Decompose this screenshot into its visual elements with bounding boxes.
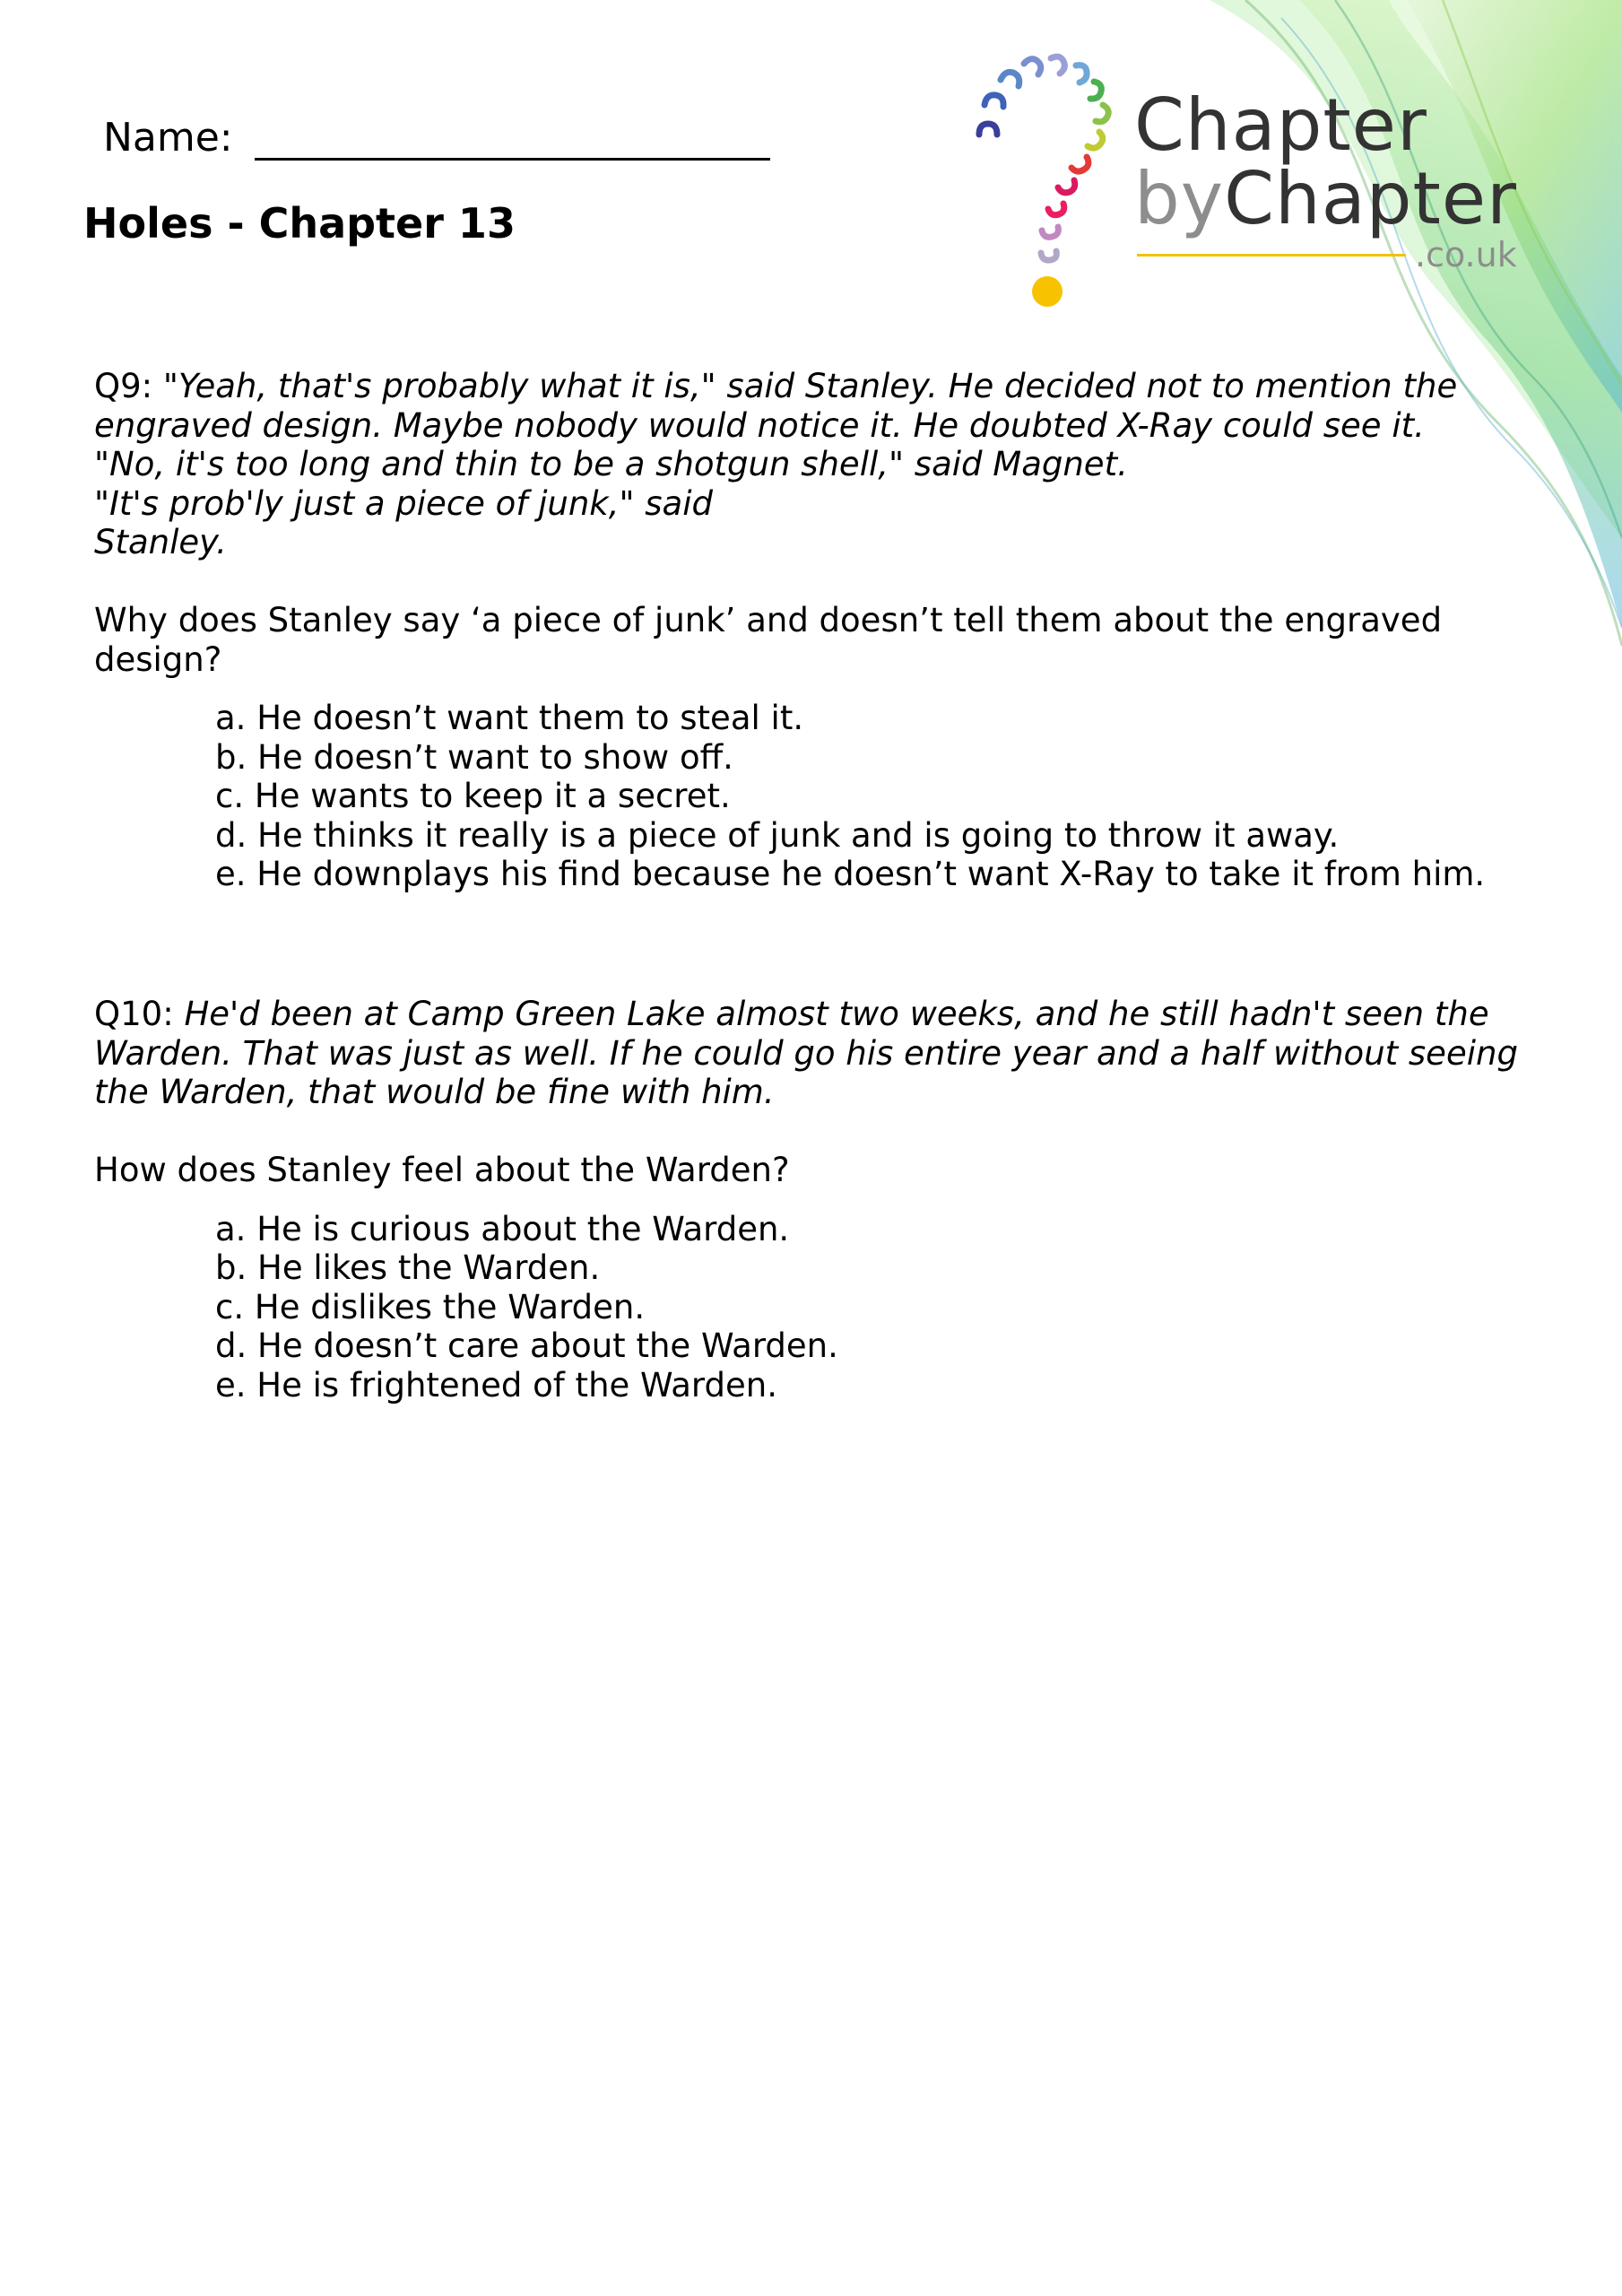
question-10 [94,995,1529,1405]
name-blank-line [255,117,770,161]
option-d: d. He doesn’t care about the Warden. [215,1326,838,1365]
question-9-label: Q9: [94,367,153,405]
option-c: c. He wants to keep it a secret. [215,777,731,815]
quote-line: "It's prob'ly just a piece of junk," said [94,483,713,523]
question-10-label: Q10: [94,995,174,1033]
option-a: a. He doesn’t want them to steal it. [215,699,804,737]
logo-domain: .co.uk [1415,235,1517,274]
prompt-line: Why does Stanley say ‘a piece of junk’ and doesn’t tell them about the engraved [94,601,1443,639]
option-d: d. He thinks it really is a piece of junk and is going to throw it away. [215,815,1340,855]
question-10-prompt [94,1151,1529,1190]
logo-word-chapter-2: Chapter [1224,157,1517,240]
quote-line: the Warden, that would be fine with him. [94,1073,775,1111]
quote-line: Q9: "Yeah, that's probably what it is," said Stanley. He decided not to mention the [94,367,1458,405]
name-label: Name: [103,115,233,161]
question-mark-books-icon [968,49,1139,318]
chapter-by-chapter-logo [968,49,1542,318]
option-b: b. He likes the Warden. [215,1248,601,1287]
question-9-prompt [94,601,1529,679]
question-10-quote [94,995,1529,1112]
logo-word-bychapter [1134,157,1517,240]
name-field [103,115,770,161]
logo-underline [1137,254,1406,257]
prompt-line: How does Stanley feel about the Warden? [94,1151,790,1189]
logo-word-chapter: Chapter [1134,83,1427,167]
question-9-options [215,699,1529,894]
quote-line: Warden. That was just as well. If he could go his entire year and a half without seeing [94,1033,1518,1073]
question-9-quote [94,367,1529,562]
option-a: a. He is curious about the Warden. [215,1209,790,1248]
option-c: c. He dislikes the Warden. [215,1287,646,1326]
quote-line: Stanley. [94,523,227,561]
question-10-options [215,1210,1529,1405]
option-e: e. He downplays his find because he doesn’t want X-Ray to take it from him. [215,855,1486,893]
prompt-line: design? [94,639,222,679]
option-b: b. He doesn’t want to show off. [215,737,733,777]
quote-line: "No, it's too long and thin to be a shotgun shell," said Magnet. [94,445,1128,483]
page-title: Holes - Chapter 13 [83,199,516,248]
quote-line: engraved design. Maybe nobody would notice it. He doubted X-Ray could see it. [94,405,1425,445]
option-e: e. He is frightened of the Warden. [215,1365,777,1405]
quote-line: Q10: He'd been at Camp Green Lake almost two weeks, and he still hadn't seen the [94,995,1489,1033]
question-9 [94,367,1529,894]
logo-word-by: by [1134,157,1225,240]
